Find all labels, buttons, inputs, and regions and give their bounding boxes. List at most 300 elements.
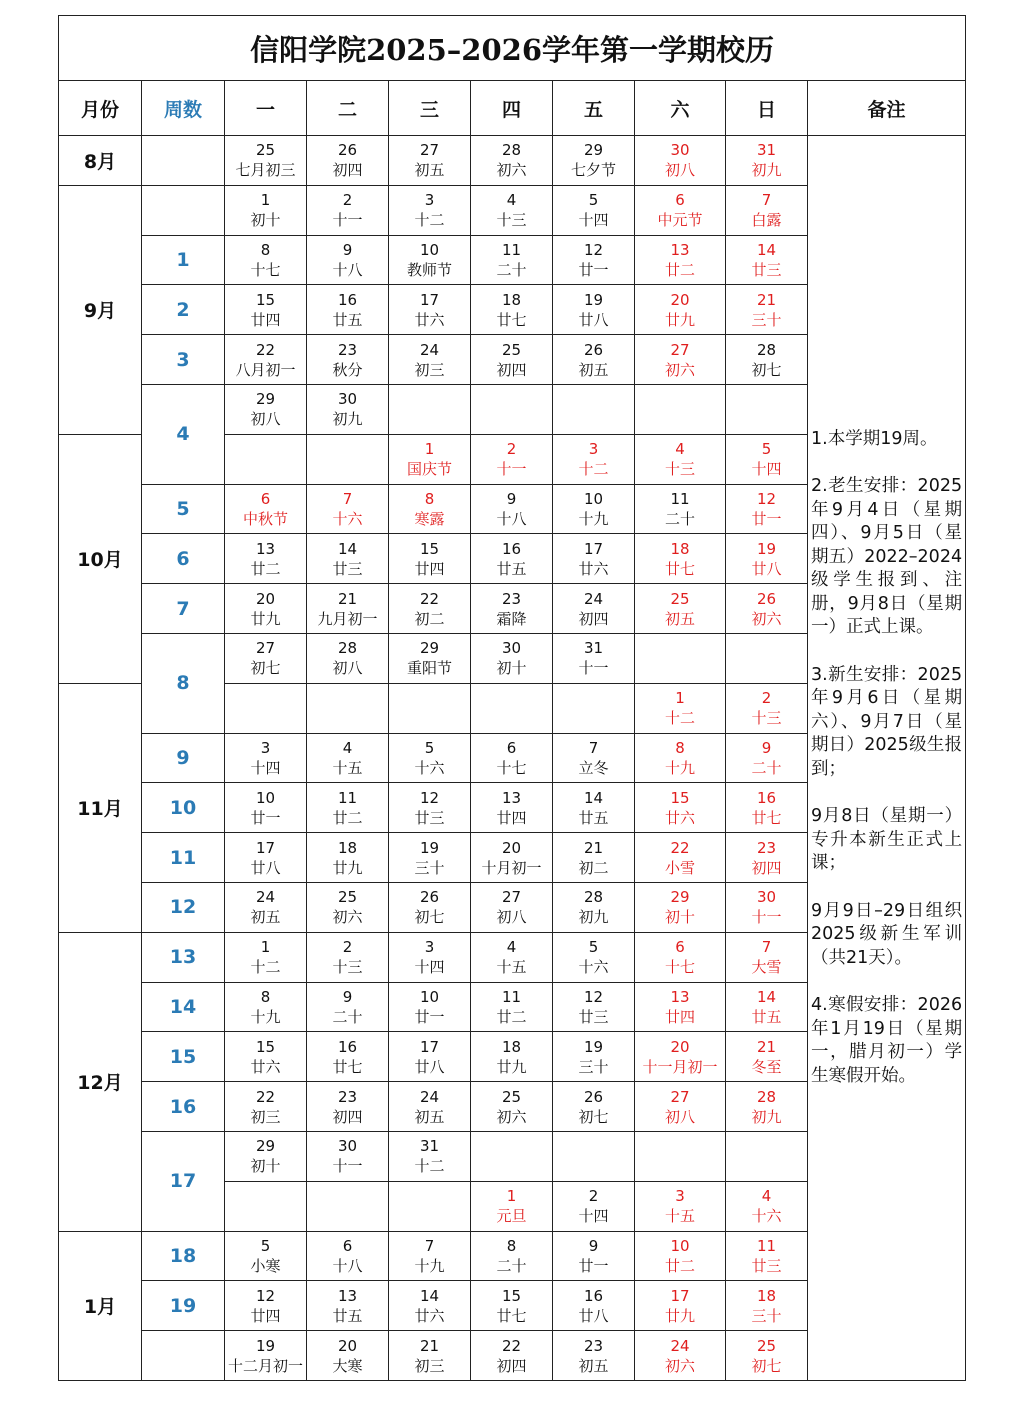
day-number: 14	[419, 1286, 440, 1305]
lunar-date: 大雪	[751, 958, 782, 977]
lunar-date: 廿一	[414, 1007, 445, 1026]
lunar-date: 十一	[332, 1157, 363, 1176]
day-cell-tue	[307, 136, 389, 186]
lunar-date: 初十	[664, 908, 695, 927]
day-number: 8	[260, 987, 271, 1006]
day-cell-thu	[471, 335, 553, 385]
day-number: 10	[670, 1236, 690, 1255]
day-number: 5	[761, 440, 772, 459]
day-number: 22	[255, 1087, 276, 1106]
note-paragraph: 9月8日（星期一）专升本新生正式上课；	[811, 806, 963, 874]
day-number: 31	[583, 639, 604, 658]
day-number: 24	[419, 1087, 440, 1106]
day-cell-sun	[726, 1181, 808, 1231]
day-cell-mon	[225, 982, 307, 1032]
lunar-date: 廿六	[250, 1057, 281, 1076]
lunar-date: 初七	[414, 908, 445, 927]
day-number: 7	[761, 938, 772, 957]
lunar-date: 初十	[496, 659, 527, 678]
day-cell-thu	[471, 882, 553, 932]
day-cell-sat	[635, 882, 726, 932]
lunar-date: 廿八	[751, 559, 782, 578]
lunar-date: 十六	[414, 758, 445, 777]
day-number: 24	[419, 340, 440, 359]
day-cell-tue	[307, 285, 389, 335]
day-cell-sat	[635, 783, 726, 833]
day-number: 29	[583, 141, 604, 160]
day-cell-sat	[635, 136, 726, 186]
day-cell-thu	[471, 1231, 553, 1281]
day-cell-fri	[553, 733, 635, 783]
day-number: 2	[588, 1187, 599, 1206]
day-cell-sat	[635, 335, 726, 385]
lunar-date: 廿七	[751, 808, 782, 827]
lunar-date: 初五	[578, 360, 609, 379]
day-number: 8	[506, 1236, 517, 1255]
lunar-date: 九月初一	[317, 609, 378, 628]
lunar-date: 十六	[332, 509, 363, 528]
lunar-date: 初四	[496, 1356, 527, 1375]
day-number: 14	[583, 788, 604, 807]
lunar-date: 重阳节	[406, 659, 452, 678]
day-cell-fri	[553, 534, 635, 584]
day-number: 25	[670, 589, 690, 608]
day-number: 13	[501, 788, 522, 807]
week-number: 17	[142, 1131, 225, 1231]
day-cell-sat	[635, 1181, 726, 1231]
lunar-date: 初十	[250, 211, 281, 230]
day-cell-mon	[225, 833, 307, 883]
day-cell-thu	[471, 733, 553, 783]
day-number: 12	[583, 240, 604, 259]
day-number: 13	[255, 539, 276, 558]
day-cell-wed	[389, 484, 471, 534]
day-cell-thu	[471, 1131, 553, 1181]
note-paragraph: 4.寒假安排：2026年1月19日（星期一，腊月初一）学生寒假开始。	[811, 995, 963, 1086]
day-cell-tue	[307, 1281, 389, 1331]
day-number: 10	[419, 987, 440, 1006]
day-number: 15	[501, 1286, 522, 1305]
week-number	[142, 1331, 225, 1381]
day-cell-sun	[726, 185, 808, 235]
lunar-date: 廿九	[496, 1057, 527, 1076]
lunar-date: 初九	[751, 1107, 782, 1126]
header-thu: 四	[471, 81, 553, 136]
lunar-date: 初六	[496, 1107, 527, 1126]
day-cell-mon	[225, 235, 307, 285]
lunar-date: 廿四	[414, 559, 445, 578]
day-cell-mon	[225, 1331, 307, 1381]
lunar-date: 十二	[414, 211, 445, 230]
day-cell-mon	[225, 434, 307, 484]
day-cell-thu	[471, 1331, 553, 1381]
week-number	[142, 185, 225, 235]
lunar-date: 廿九	[664, 310, 695, 329]
day-number: 1	[260, 938, 271, 957]
lunar-date: 廿四	[496, 808, 527, 827]
day-cell-thu	[471, 384, 553, 434]
day-cell-fri	[553, 1082, 635, 1132]
day-cell-tue	[307, 783, 389, 833]
lunar-date: 廿三	[414, 808, 445, 827]
lunar-date: 三十	[578, 1057, 609, 1076]
day-number: 16	[756, 788, 777, 807]
day-number: 24	[255, 888, 276, 907]
day-number: 12	[255, 1286, 276, 1305]
lunar-date: 七月初三	[235, 161, 296, 180]
week-number: 9	[142, 733, 225, 783]
day-cell-mon	[225, 136, 307, 186]
lunar-date: 廿三	[578, 1007, 609, 1026]
day-cell-mon	[225, 882, 307, 932]
day-number: 23	[337, 1087, 358, 1106]
day-number: 30	[337, 1137, 358, 1156]
week-number: 13	[142, 932, 225, 982]
day-number: 22	[419, 589, 440, 608]
header-week: 周数	[142, 81, 225, 136]
day-cell-sun	[726, 932, 808, 982]
week-number: 5	[142, 484, 225, 534]
lunar-date: 十二	[250, 958, 281, 977]
lunar-date: 教师节	[406, 260, 452, 279]
lunar-date: 廿七	[496, 1306, 527, 1325]
day-cell-sun	[726, 434, 808, 484]
day-cell-thu	[471, 1082, 553, 1132]
lunar-date: 廿三	[751, 260, 782, 279]
day-number: 15	[419, 539, 440, 558]
day-cell-wed	[389, 285, 471, 335]
day-cell-sat	[635, 235, 726, 285]
day-number: 7	[342, 489, 353, 508]
day-cell-sun	[726, 384, 808, 434]
header-month: 月份	[59, 81, 142, 136]
day-cell-sat	[635, 484, 726, 534]
lunar-date: 十二	[578, 460, 609, 479]
day-cell-tue	[307, 1131, 389, 1181]
lunar-date: 廿四	[250, 310, 281, 329]
lunar-date: 十六	[751, 1207, 782, 1226]
month-label: 11月	[59, 683, 142, 932]
header-wed: 三	[389, 81, 471, 136]
day-number: 23	[583, 1336, 604, 1355]
lunar-date: 初八	[664, 161, 695, 180]
day-cell-sun	[726, 584, 808, 634]
day-number: 3	[588, 440, 599, 459]
lunar-date: 十九	[250, 1007, 281, 1026]
note-paragraph: 3.新生安排：2025年9月6日（星期六）、9月7日（星期日）2025级生报到；	[811, 664, 963, 779]
lunar-date: 二十	[496, 260, 527, 279]
day-cell-thu	[471, 285, 553, 335]
day-number: 27	[255, 639, 276, 658]
day-cell-sat	[635, 584, 726, 634]
day-cell-fri	[553, 584, 635, 634]
calendar-row	[59, 136, 966, 186]
lunar-date: 初十	[250, 1157, 281, 1176]
day-cell-mon	[225, 534, 307, 584]
day-number: 25	[501, 1087, 522, 1106]
day-cell-tue	[307, 434, 389, 484]
lunar-date: 十四	[578, 211, 609, 230]
day-number: 23	[337, 340, 358, 359]
lunar-date: 三十	[414, 858, 445, 877]
day-cell-tue	[307, 1231, 389, 1281]
day-number: 10	[255, 788, 276, 807]
day-number: 17	[583, 539, 604, 558]
day-number: 8	[424, 489, 435, 508]
day-cell-mon	[225, 1131, 307, 1181]
day-number: 13	[670, 987, 690, 1006]
lunar-date: 廿六	[578, 559, 609, 578]
day-cell-sun	[726, 235, 808, 285]
lunar-date: 廿一	[250, 808, 281, 827]
lunar-date: 十七	[664, 958, 695, 977]
lunar-date: 初四	[751, 858, 782, 877]
lunar-date: 初五	[414, 161, 445, 180]
week-number: 4	[142, 384, 225, 484]
week-number: 11	[142, 833, 225, 883]
day-number: 6	[260, 489, 271, 508]
day-number: 25	[255, 141, 276, 160]
day-number: 3	[424, 191, 435, 210]
day-cell-sat	[635, 1331, 726, 1381]
day-cell-sun	[726, 882, 808, 932]
lunar-date: 三十	[751, 1306, 782, 1325]
day-cell-wed	[389, 185, 471, 235]
day-cell-thu	[471, 932, 553, 982]
day-cell-sun	[726, 1331, 808, 1381]
lunar-date: 廿二	[332, 808, 363, 827]
day-number: 20	[501, 838, 522, 857]
lunar-date: 国庆节	[406, 460, 452, 479]
day-number: 6	[506, 738, 517, 757]
day-number: 21	[337, 589, 358, 608]
day-number: 16	[337, 290, 358, 309]
day-number: 17	[670, 1286, 690, 1305]
day-number: 28	[501, 141, 522, 160]
day-cell-mon	[225, 285, 307, 335]
day-cell-mon	[225, 733, 307, 783]
lunar-date: 初四	[496, 360, 527, 379]
day-cell-fri	[553, 783, 635, 833]
day-number: 11	[501, 987, 522, 1006]
lunar-date: 初九	[751, 161, 782, 180]
day-number: 26	[756, 589, 777, 608]
day-number: 9	[342, 240, 353, 259]
lunar-date: 十八	[332, 260, 363, 279]
day-cell-thu	[471, 534, 553, 584]
day-number: 4	[675, 440, 685, 459]
day-cell-thu	[471, 235, 553, 285]
lunar-date: 初六	[751, 609, 782, 628]
lunar-date: 初三	[414, 1356, 445, 1375]
day-cell-fri	[553, 1032, 635, 1082]
header-sat: 六	[635, 81, 726, 136]
lunar-date: 廿二	[250, 559, 281, 578]
day-number: 1	[675, 689, 685, 708]
day-number: 29	[670, 888, 690, 907]
day-number: 14	[756, 987, 777, 1006]
day-number: 31	[756, 141, 777, 160]
lunar-date: 廿九	[664, 1306, 695, 1325]
day-cell-wed	[389, 1181, 471, 1231]
day-cell-mon	[225, 185, 307, 235]
day-number: 18	[501, 1037, 522, 1056]
lunar-date: 秋分	[332, 360, 363, 379]
day-number: 30	[337, 390, 358, 409]
lunar-date: 初九	[578, 908, 609, 927]
day-cell-sat	[635, 1131, 726, 1181]
lunar-date: 十三	[751, 709, 782, 728]
day-number: 16	[501, 539, 522, 558]
day-cell-tue	[307, 982, 389, 1032]
lunar-date: 立冬	[578, 758, 609, 777]
day-number: 10	[419, 240, 440, 259]
day-cell-thu	[471, 783, 553, 833]
day-number: 15	[255, 1037, 276, 1056]
day-cell-thu	[471, 434, 553, 484]
lunar-date: 廿七	[664, 559, 695, 578]
day-number: 22	[501, 1336, 522, 1355]
day-number: 4	[506, 191, 517, 210]
day-cell-wed	[389, 1281, 471, 1331]
lunar-date: 廿三	[751, 1256, 782, 1275]
day-number: 25	[337, 888, 358, 907]
day-number: 19	[583, 290, 604, 309]
lunar-date: 十五	[496, 958, 527, 977]
lunar-date: 初八	[250, 410, 281, 429]
day-number: 27	[501, 888, 522, 907]
day-number: 12	[583, 987, 604, 1006]
day-cell-wed	[389, 1082, 471, 1132]
lunar-date: 霜降	[496, 609, 527, 628]
day-cell-fri	[553, 982, 635, 1032]
day-cell-tue	[307, 1331, 389, 1381]
lunar-date: 十三	[664, 460, 695, 479]
lunar-date: 中元节	[657, 211, 703, 230]
day-number: 7	[761, 191, 772, 210]
day-cell-mon	[225, 633, 307, 683]
lunar-date: 廿八	[578, 310, 609, 329]
day-number: 18	[756, 1286, 777, 1305]
day-cell-thu	[471, 584, 553, 634]
lunar-date: 十四	[414, 958, 445, 977]
day-number: 6	[675, 191, 685, 210]
day-cell-fri	[553, 1331, 635, 1381]
lunar-date: 十四	[751, 460, 782, 479]
lunar-date: 十一	[332, 211, 363, 230]
lunar-date: 初六	[496, 161, 527, 180]
day-number: 17	[255, 838, 276, 857]
week-number: 14	[142, 982, 225, 1032]
day-number: 13	[337, 1286, 358, 1305]
day-cell-mon	[225, 783, 307, 833]
day-cell-fri	[553, 1131, 635, 1181]
lunar-date: 十一	[751, 908, 782, 927]
day-number: 2	[761, 689, 772, 708]
day-cell-mon	[225, 584, 307, 634]
day-cell-sat	[635, 285, 726, 335]
day-number: 9	[506, 489, 517, 508]
lunar-date: 初七	[751, 360, 782, 379]
day-cell-sun	[726, 1131, 808, 1181]
day-cell-sun	[726, 136, 808, 186]
week-number: 18	[142, 1231, 225, 1281]
week-number: 16	[142, 1082, 225, 1132]
day-number: 3	[424, 938, 435, 957]
school-calendar-table	[58, 15, 966, 1381]
day-cell-mon	[225, 932, 307, 982]
day-number: 21	[419, 1336, 440, 1355]
day-cell-tue	[307, 733, 389, 783]
day-cell-fri	[553, 1181, 635, 1231]
day-cell-mon	[225, 1082, 307, 1132]
day-number: 2	[342, 938, 353, 957]
day-cell-tue	[307, 1181, 389, 1231]
day-number: 9	[761, 738, 772, 757]
day-cell-fri	[553, 633, 635, 683]
note-paragraph: 9月9日–29日组织2025级新生军训（共21天）。	[811, 900, 963, 968]
lunar-date: 白露	[751, 211, 782, 230]
day-number: 18	[501, 290, 522, 309]
lunar-date: 初六	[664, 360, 695, 379]
day-number: 20	[255, 589, 276, 608]
day-cell-fri	[553, 683, 635, 733]
day-number: 29	[255, 390, 276, 409]
day-number: 11	[501, 240, 522, 259]
day-cell-wed	[389, 982, 471, 1032]
day-cell-wed	[389, 584, 471, 634]
day-cell-fri	[553, 235, 635, 285]
day-number: 28	[583, 888, 604, 907]
day-number: 8	[675, 738, 685, 757]
day-number: 12	[756, 489, 777, 508]
day-number: 22	[255, 340, 276, 359]
lunar-date: 初八	[496, 908, 527, 927]
week-number: 8	[142, 633, 225, 733]
day-number: 26	[337, 141, 358, 160]
lunar-date: 初三	[250, 1107, 281, 1126]
lunar-date: 初五	[414, 1107, 445, 1126]
day-cell-wed	[389, 1231, 471, 1281]
day-number: 19	[756, 539, 777, 558]
day-cell-thu	[471, 1281, 553, 1331]
day-cell-mon	[225, 335, 307, 385]
lunar-date: 廿九	[332, 858, 363, 877]
day-number: 11	[337, 788, 358, 807]
day-cell-sun	[726, 1281, 808, 1331]
lunar-date: 廿三	[332, 559, 363, 578]
lunar-date: 廿五	[332, 310, 363, 329]
day-cell-wed	[389, 932, 471, 982]
day-cell-sun	[726, 534, 808, 584]
lunar-date: 初六	[332, 908, 363, 927]
day-number: 5	[260, 1236, 271, 1255]
day-cell-mon	[225, 484, 307, 534]
lunar-date: 初二	[414, 609, 445, 628]
day-cell-wed	[389, 833, 471, 883]
day-number: 19	[419, 838, 440, 857]
lunar-date: 廿四	[250, 1306, 281, 1325]
day-cell-tue	[307, 1032, 389, 1082]
day-cell-tue	[307, 833, 389, 883]
day-number: 4	[342, 738, 353, 757]
day-cell-sat	[635, 1231, 726, 1281]
day-number: 10	[583, 489, 604, 508]
day-cell-fri	[553, 335, 635, 385]
lunar-date: 八月初一	[235, 360, 296, 379]
month-label: 12月	[59, 932, 142, 1231]
lunar-date: 小雪	[664, 858, 695, 877]
